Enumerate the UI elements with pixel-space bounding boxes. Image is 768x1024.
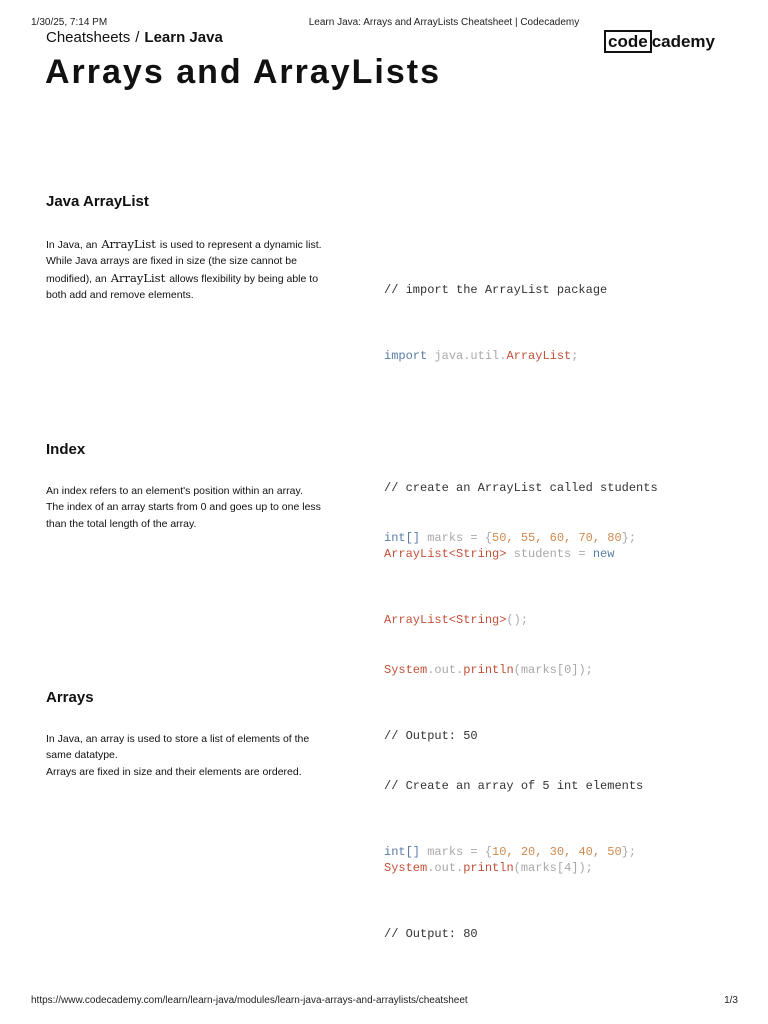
text-span: In Java, an bbox=[46, 239, 98, 251]
breadcrumb-separator: / bbox=[135, 29, 140, 46]
section-description-java-arraylist bbox=[46, 236, 336, 304]
print-page-title: Learn Java: Arrays and ArrayLists Cheatsheet | Codecademy bbox=[308, 17, 580, 28]
code-line: // Output: 50 bbox=[384, 729, 478, 743]
code-token: System bbox=[384, 663, 428, 677]
description-paragraph: In Java, an array is used to store a list of elements of the same datatype. bbox=[46, 733, 310, 762]
code-token: (marks[4]); bbox=[513, 861, 593, 875]
text-span: While Java arrays are fixed in size (the size cannot be modified), an bbox=[46, 255, 297, 285]
code-token: .out. bbox=[427, 861, 464, 875]
code-line: // create an ArrayList called students bbox=[384, 481, 658, 495]
code-line: // import the ArrayList package bbox=[384, 283, 608, 297]
code-token: }; bbox=[621, 845, 637, 859]
section-title-index: Index bbox=[46, 441, 86, 458]
breadcrumb-cheatsheets-link[interactable]: Cheatsheets bbox=[46, 29, 131, 46]
text-span: is used to represent a dynamic list. bbox=[159, 239, 322, 251]
logo-rest-text: cademy bbox=[651, 32, 716, 51]
breadcrumb-learn-java-link[interactable]: Learn Java bbox=[144, 29, 223, 46]
code-token: 10, 20, 30, 40, 50 bbox=[492, 845, 622, 859]
code-token: new bbox=[592, 547, 615, 561]
print-page-number: 1/3 bbox=[724, 995, 738, 1006]
print-datetime: 1/30/25, 7:14 PM bbox=[31, 17, 108, 28]
code-token: marks = { bbox=[420, 845, 493, 859]
section-title-java-arraylist: Java ArrayList bbox=[46, 193, 149, 210]
code-line: // Output: 80 bbox=[384, 927, 478, 941]
code-token: int[] bbox=[384, 845, 421, 859]
inline-code: ArrayList bbox=[110, 270, 166, 285]
description-paragraph: An index refers to an element's position within an array. bbox=[46, 485, 303, 497]
code-line bbox=[384, 841, 643, 863]
code-token: println bbox=[463, 663, 514, 677]
code-line bbox=[384, 659, 636, 681]
code-token: students = bbox=[506, 547, 593, 561]
code-token: (marks[0]); bbox=[513, 663, 593, 677]
section-description-index bbox=[46, 483, 336, 532]
page-title: Arrays and ArrayLists bbox=[45, 53, 442, 91]
code-line bbox=[384, 345, 658, 367]
code-block-arrays[interactable] bbox=[384, 731, 643, 885]
code-line-blank bbox=[384, 593, 636, 615]
inline-code: ArrayList bbox=[101, 237, 156, 251]
code-token: println bbox=[463, 861, 514, 875]
code-line-blank bbox=[384, 411, 658, 433]
description-paragraph bbox=[46, 253, 336, 303]
description-paragraph bbox=[46, 236, 336, 253]
code-token: .out. bbox=[427, 663, 464, 677]
code-token: 50, 55, 60, 70, 80 bbox=[492, 531, 622, 545]
code-token: marks = { bbox=[420, 531, 493, 545]
code-line: // Create an array of 5 int elements bbox=[384, 779, 644, 793]
section-title-arrays: Arrays bbox=[46, 689, 94, 706]
code-token: int[] bbox=[384, 531, 421, 545]
code-token: ArrayList<String> bbox=[384, 547, 507, 561]
description-paragraph: Arrays are fixed in size and their elements are ordered. bbox=[46, 765, 302, 778]
code-token: ArrayList bbox=[506, 349, 572, 363]
print-url[interactable]: https://www.codecademy.com/learn/learn-java/modules/learn-java-arrays-and-arraylists/cheatsheet bbox=[31, 995, 468, 1006]
breadcrumb bbox=[46, 29, 223, 46]
codecademy-logo[interactable] bbox=[604, 30, 715, 53]
code-block-index[interactable] bbox=[384, 483, 636, 967]
code-token: ; bbox=[571, 349, 579, 363]
code-token: System bbox=[384, 861, 428, 875]
text-span: allows flexibility by being able to both add and remove elements. bbox=[46, 272, 319, 302]
code-token: java.util. bbox=[434, 349, 507, 363]
code-token: ArrayList<String> bbox=[384, 613, 507, 627]
section-description-arrays bbox=[46, 731, 336, 780]
description-paragraph: The index of an array starts from 0 and goes up to one less than the total length of the array. bbox=[46, 501, 321, 530]
logo-boxed-text: code bbox=[604, 30, 652, 53]
code-token: }; bbox=[621, 531, 637, 545]
code-token: import bbox=[384, 349, 428, 363]
code-line bbox=[384, 527, 636, 549]
code-token: (); bbox=[506, 613, 529, 627]
